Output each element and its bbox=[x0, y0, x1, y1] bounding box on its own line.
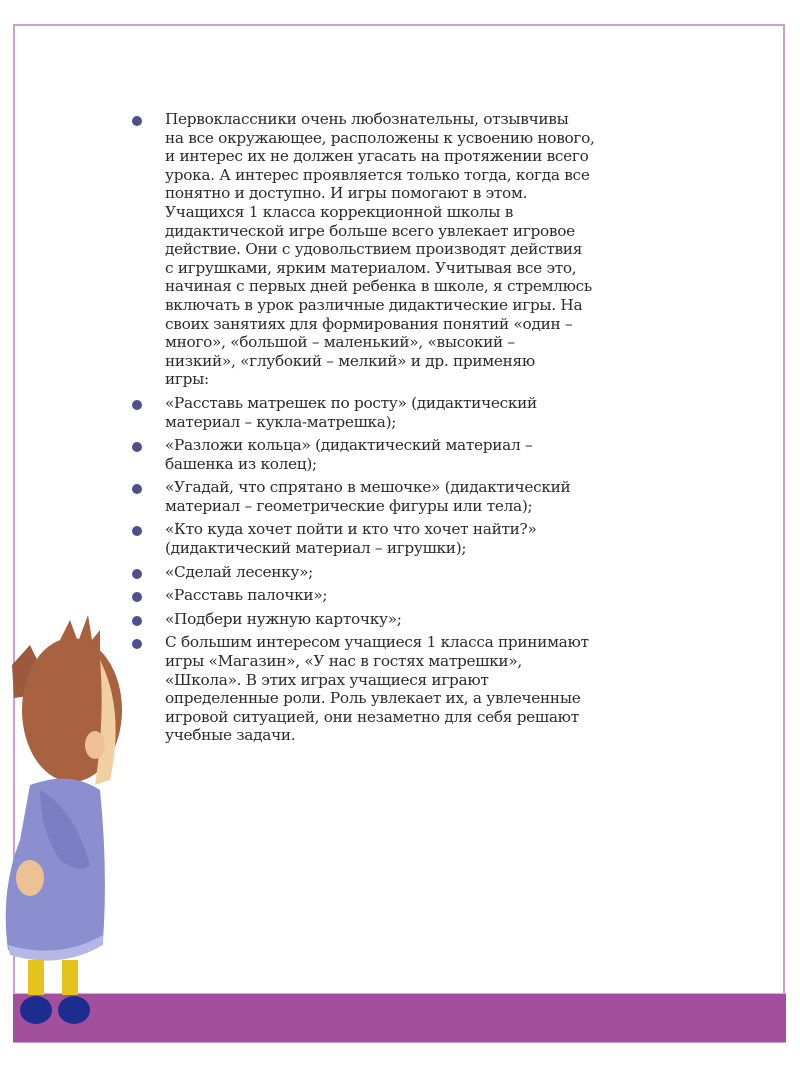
list-item-text: «Разложи кольца» (дидактический материал – башенка из колец); bbox=[165, 436, 533, 473]
list-item bbox=[127, 478, 742, 515]
list-item bbox=[127, 563, 742, 582]
list-item bbox=[127, 520, 742, 557]
list-item-text: С большим интересом учащиеся 1 класса принимают игры «Магазин», «У нас в гостях матрешки», «Школа». В этих играх учащиеся играют определенные роли. Роль увлекает их, а увлеченные игровой ситуацией, они незаметно для себя решают учебные задачи. bbox=[165, 633, 589, 745]
list-item bbox=[127, 586, 742, 605]
bullet-list bbox=[127, 110, 742, 745]
bullet-icon bbox=[132, 526, 142, 536]
list-item-text: «Расставь палочки»; bbox=[165, 586, 328, 605]
list-item-text: «Угадай, что спрятано в мешочке» (дидактический материал – геометрические фигуры или тела); bbox=[165, 478, 571, 515]
list-item bbox=[127, 436, 742, 473]
list-item bbox=[127, 394, 742, 431]
list-item-text: Первоклассники очень любознательны, отзывчивы на все окружающее, расположены к усвоению нового, и интерес их не должен угасать на протяжении всего урока. А интерес проявляется только тогда, когда все понятно и доступно. И игры помогают в этом. Учащихся 1 класса коррекционной школы в дидактической игре больше всего увлекает игровое действие. Они с удовольствием производят действия с игрушками, ярким материалом. Учитывая все это, начиная с первых дней ребенка в школе, я стремлюсь включать в урок различные дидактические игры. На своих занятиях для формирования понятий «один – много», «большой – маленький», «высокий – низкий», «глубокий – мелкий» и др. применяю игры: bbox=[165, 110, 595, 389]
bullet-icon bbox=[132, 484, 142, 494]
girl-illustration bbox=[0, 610, 130, 1030]
list-item-text: «Сделай лесенку»; bbox=[165, 562, 313, 581]
slide-content bbox=[127, 110, 742, 750]
list-item-text: «Кто куда хочет пойти и кто что хочет найти?» (дидактический материал – игрушки); bbox=[165, 520, 537, 558]
bullet-icon bbox=[132, 400, 142, 410]
list-item bbox=[127, 633, 742, 745]
bullet-icon bbox=[132, 639, 142, 649]
bullet-icon bbox=[132, 569, 142, 579]
list-item bbox=[127, 110, 742, 389]
bullet-icon bbox=[132, 116, 142, 126]
bullet-icon bbox=[132, 592, 142, 602]
bullet-icon bbox=[132, 442, 142, 452]
list-item-text: «Расставь матрешек по росту» (дидактический материал – кукла-матрешка); bbox=[165, 393, 537, 431]
list-item bbox=[127, 610, 742, 629]
list-item-text: «Подбери нужную карточку»; bbox=[165, 609, 402, 628]
bullet-icon bbox=[132, 616, 142, 626]
